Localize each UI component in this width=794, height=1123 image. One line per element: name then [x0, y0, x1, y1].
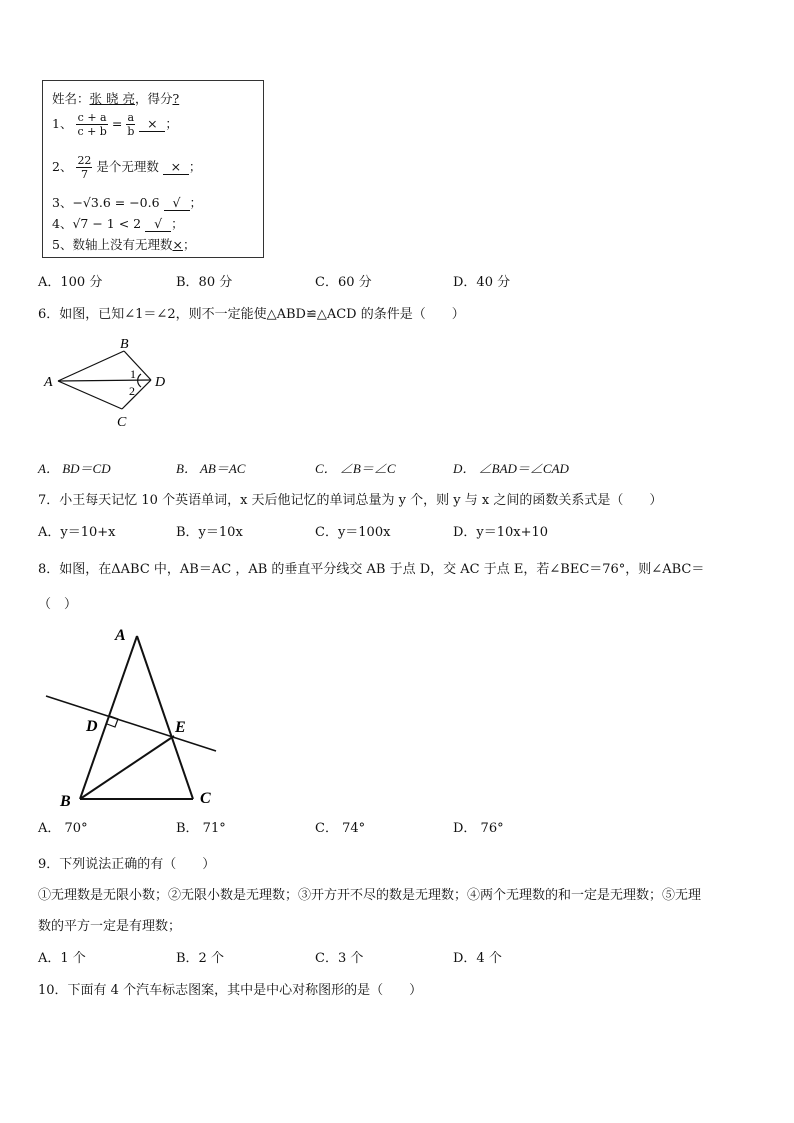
numerator: c + a [77, 111, 107, 124]
q6-option-a[interactable]: A． BD＝CD [38, 461, 111, 476]
q9-stem: 9．下列说法正确的有（ ） [38, 857, 216, 872]
student-name: 张 晓 亮 [89, 91, 135, 106]
name-line [52, 89, 179, 107]
segment-ab [58, 351, 124, 381]
q10-stem: 10．下面有 4 个汽车标志图案，其中是中心对称图形的是（ ） [38, 983, 423, 998]
q7-option-d[interactable]: D．y＝10x+10 [453, 525, 549, 540]
label-b: B [120, 337, 129, 352]
semicolon: ； [171, 216, 184, 231]
segment-ad [58, 380, 151, 381]
semicolon: ； [165, 116, 178, 131]
q6-stem: 6．如图，已知∠1＝∠2，则不一定能使△ABD≌△ACD 的条件是（ ） [38, 307, 465, 322]
item-text: 数轴上没有无理数 [72, 237, 173, 252]
label-d: D [155, 375, 166, 390]
q7-option-b[interactable]: B．y＝10x [176, 525, 243, 540]
q6-option-b[interactable]: B． AB＝AC [176, 461, 246, 476]
segment-be [80, 736, 174, 799]
item-expression: √7 − 1 < 2 [72, 216, 142, 231]
q9-statements-line2: 数的平方一定是有理数； [38, 919, 182, 934]
semicolon: ； [188, 159, 202, 174]
item-number: 5、 [52, 237, 73, 252]
score-label: ，得分 [134, 91, 173, 106]
segment-ac [137, 636, 193, 799]
label-b: B [60, 793, 71, 810]
equals-sign: = [111, 116, 123, 131]
label-a: A [115, 627, 126, 644]
q7-stem: 7．小王每天记忆 10 个英语单词，x 天后他记忆的单词总量为 y 个，则 y 与 x 之间的函数关系式是（ ） [38, 493, 663, 508]
fraction [126, 111, 135, 138]
fraction [76, 111, 107, 138]
label-c: C [200, 790, 211, 807]
q9-option-b[interactable]: B．2 个 [176, 951, 224, 966]
card-item-5 [52, 235, 195, 253]
numerator: a [127, 111, 135, 124]
q8-triangle-figure [38, 620, 228, 810]
q6-option-c[interactable]: C． ∠B＝∠C [315, 461, 396, 476]
score-value: ? [172, 91, 180, 106]
semicolon: ； [189, 195, 203, 210]
q5-option-c[interactable]: C．60 分 [315, 275, 372, 290]
q8-stem: 8．如图，在ΔABC 中，AB＝AC ，AB 的垂直平分线交 AB 于点 D，交 AC 于点 E，若∠BEC＝76°，则∠ABC＝ [38, 562, 705, 577]
card-item-2 [52, 154, 201, 181]
segment-ac [58, 381, 122, 409]
q8-stem-continued: （ ） [38, 597, 78, 612]
item-number: 1、 [52, 116, 73, 131]
q8-option-b[interactable]: B． 71° [176, 821, 226, 836]
q8-option-d[interactable]: D． 76° [453, 821, 504, 836]
grade-mark: × [139, 116, 165, 132]
segment-cd [122, 380, 151, 409]
q5-option-a[interactable]: A．100 分 [38, 275, 103, 290]
grade-mark: √ [164, 195, 190, 211]
card-item-4 [52, 214, 184, 232]
item-number: 3、 [52, 195, 73, 210]
grade-mark: × [172, 237, 183, 252]
q9-statements-line1: ①无理数是无限小数；②无限小数是无理数；③开方开不尽的数是无理数；④两个无理数的和一定是无理数；⑤无理 [38, 888, 702, 903]
q7-option-c[interactable]: C．y＝100x [315, 525, 391, 540]
q5-option-b[interactable]: B．80 分 [176, 275, 233, 290]
item-expression: −√3.6 = −0.6 [72, 195, 160, 210]
q8-option-a[interactable]: A． 70° [38, 821, 88, 836]
grade-mark: × [163, 159, 189, 175]
fraction [76, 154, 92, 181]
q7-option-a[interactable]: A．y＝10+x [38, 525, 116, 540]
denominator: b [127, 125, 135, 138]
q8-option-c[interactable]: C． 74° [315, 821, 366, 836]
segment-bd [124, 351, 151, 380]
label-a: A [44, 375, 53, 390]
q6-kite-figure [38, 332, 168, 432]
denominator: 7 [80, 168, 88, 181]
numerator: 22 [77, 154, 92, 167]
label-c: C [117, 415, 127, 430]
student-answer-card [42, 80, 264, 258]
q9-option-a[interactable]: A．1 个 [38, 951, 86, 966]
card-item-3 [52, 193, 202, 211]
q9-option-d[interactable]: D．4 个 [453, 951, 502, 966]
item-number: 2、 [52, 159, 73, 174]
q5-option-d[interactable]: D．40 分 [453, 275, 511, 290]
item-number: 4、 [52, 216, 73, 231]
perpendicular-bisector [46, 696, 216, 751]
angle-2-label: 2 [129, 384, 135, 398]
grade-mark: √ [145, 216, 171, 232]
item-text: 是个无理数 [96, 159, 159, 174]
label-e: E [175, 719, 186, 736]
q6-option-d[interactable]: D． ∠BAD＝∠CAD [453, 461, 569, 476]
label-d: D [86, 718, 98, 735]
denominator: c + b [77, 125, 107, 138]
card-item-1 [52, 111, 178, 138]
angle-1-label: 1 [130, 367, 136, 381]
semicolon: ； [182, 237, 196, 252]
q9-option-c[interactable]: C．3 个 [315, 951, 364, 966]
name-label: 姓名： [52, 91, 90, 106]
